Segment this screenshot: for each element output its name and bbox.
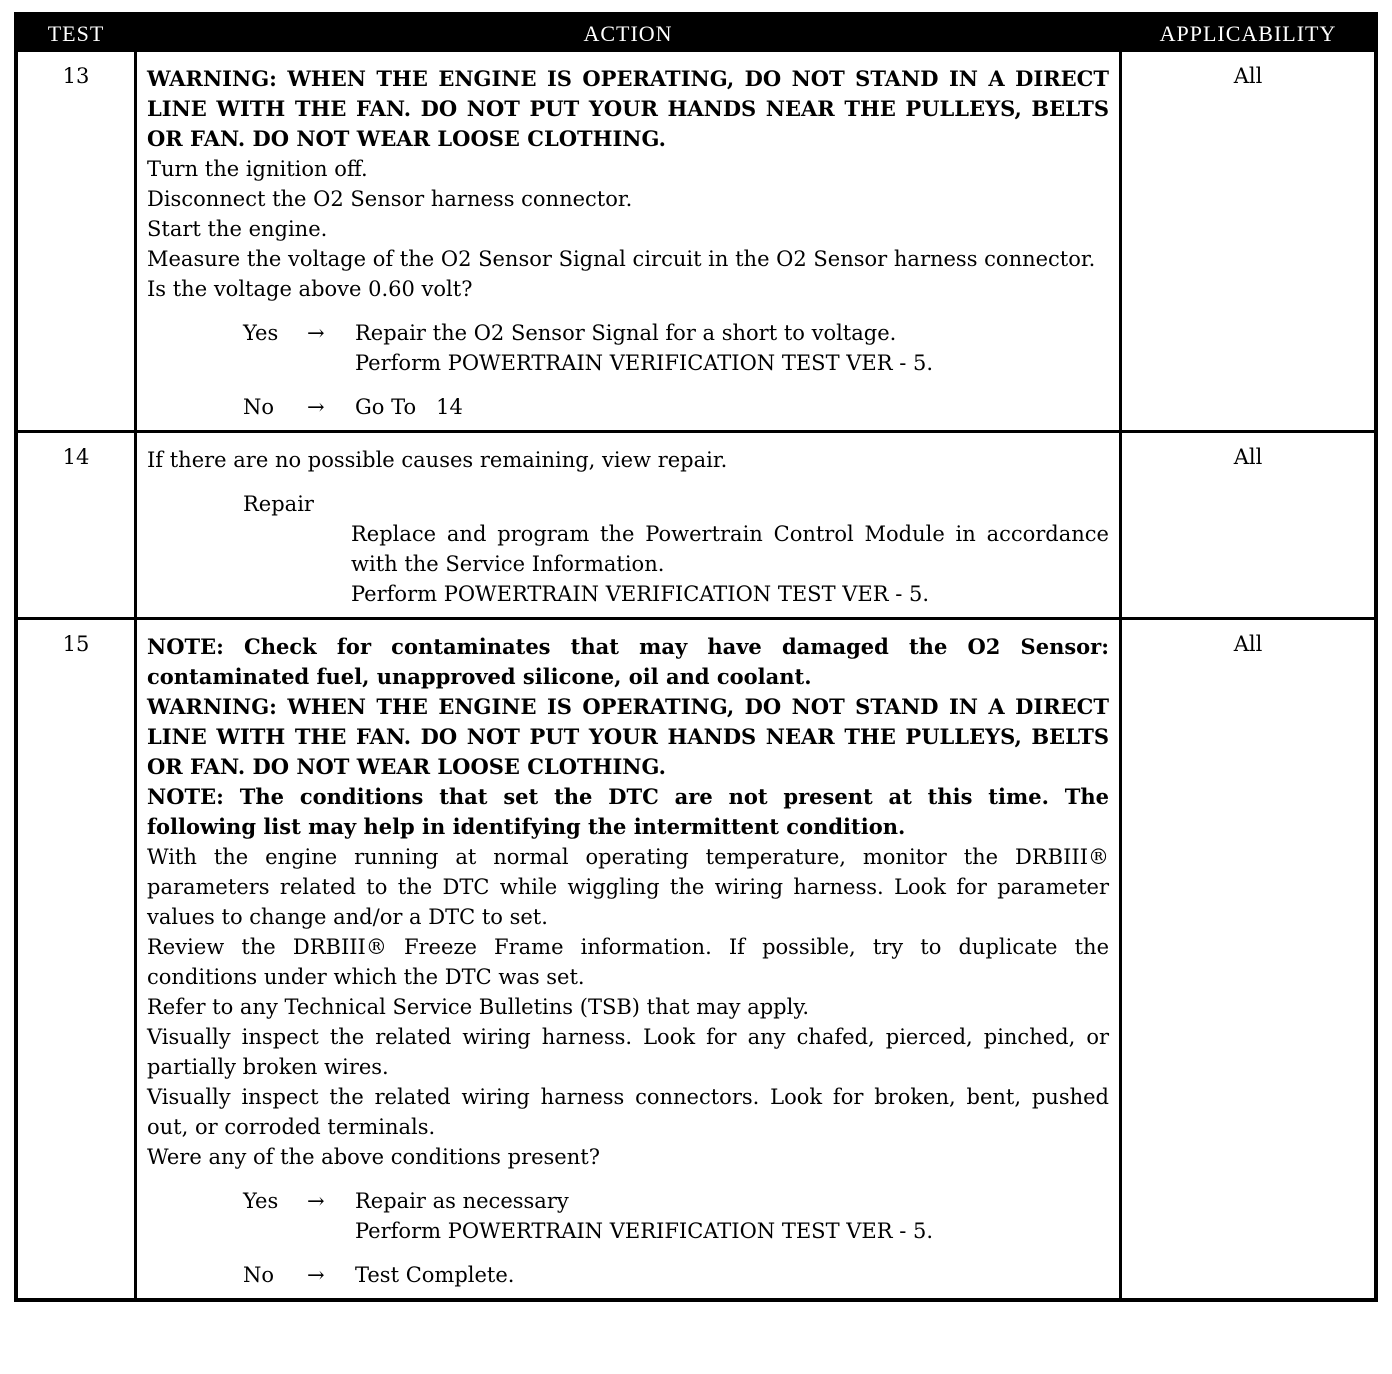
applicability-value: All	[1233, 632, 1263, 656]
step-text: Start the engine.	[147, 217, 328, 241]
yes-label: Yes	[243, 321, 279, 345]
table-header	[18, 16, 1374, 52]
no-answer	[147, 1260, 1109, 1290]
step-text: Measure the voltage of the O2 Sensor Signal circuit in the O2 Sensor harness connector.	[147, 247, 1096, 271]
no-answer	[147, 392, 1109, 422]
no-label: No	[243, 395, 275, 419]
step-text: Visually inspect the related wiring harness connectors. Look for broken, bent, pushed out, or corroded terminals.	[147, 1085, 1109, 1139]
yes-result	[355, 318, 1109, 378]
yes-result-line: Repair the O2 Sensor Signal for a short to voltage.	[355, 321, 897, 345]
table-row	[18, 617, 1374, 1298]
arrow-icon: →	[307, 395, 325, 419]
header-test: TEST	[47, 21, 105, 46]
question-text: Were any of the above conditions present?	[147, 1145, 600, 1169]
repair-line: Perform POWERTRAIN VERIFICATION TEST VER - 5.	[351, 582, 930, 606]
warning-text: WARNING: WHEN THE ENGINE IS OPERATING, DO NOT STAND IN A DIRECT LINE WITH THE FAN. DO NOT PUT YOUR HANDS NEAR THE PULLEYS, BELTS OR FAN. DO NOT WEAR LOOSE CLOTHING.	[147, 694, 1109, 779]
question-text: Is the voltage above 0.60 volt?	[147, 277, 473, 301]
yes-answer	[147, 318, 1109, 378]
table-row	[18, 430, 1374, 617]
applicability-value: All	[1233, 445, 1263, 469]
arrow-icon: →	[307, 321, 325, 345]
applicability-value: All	[1233, 64, 1263, 88]
yes-label: Yes	[243, 1189, 279, 1213]
repair-line: Replace and program the Powertrain Control Module in accordance with the Service Information.	[351, 522, 1109, 576]
arrow-icon: →	[307, 1263, 325, 1287]
yes-result-line: Perform POWERTRAIN VERIFICATION TEST VER - 5.	[355, 351, 934, 375]
step-text: With the engine running at normal operating temperature, monitor the DRBIII® parameters related to the DTC while wiggling the wiring harness. Look for parameter values to change and/or a DTC to set.	[147, 845, 1109, 929]
table-row	[18, 52, 1374, 430]
note-text: NOTE: The conditions that set the DTC are not present at this time. The following list may help in identifying the intermittent condition.	[147, 784, 1109, 839]
header-applicability: APPLICABILITY	[1159, 21, 1337, 46]
yes-answer	[147, 1186, 1109, 1246]
yes-result	[355, 1186, 1109, 1246]
step-text: Visually inspect the related wiring harness. Look for any chafed, pierced, pinched, or partially broken wires.	[147, 1025, 1109, 1079]
warning-text: WARNING: WHEN THE ENGINE IS OPERATING, DO NOT STAND IN A DIRECT LINE WITH THE FAN. DO NOT PUT YOUR HANDS NEAR THE PULLEYS, BELTS OR FAN. DO NOT WEAR LOOSE CLOTHING.	[147, 66, 1109, 151]
header-action: ACTION	[583, 21, 673, 46]
arrow-icon: →	[307, 1189, 325, 1213]
action-cell	[134, 52, 1122, 430]
no-label: No	[243, 1263, 275, 1287]
step-text: Disconnect the O2 Sensor harness connector.	[147, 187, 633, 211]
test-number: 14	[62, 445, 90, 469]
step-text: Review the DRBIII® Freeze Frame information. If possible, try to duplicate the conditions under which the DTC was set.	[147, 935, 1109, 989]
test-number: 13	[62, 64, 90, 88]
yes-result-line: Perform POWERTRAIN VERIFICATION TEST VER - 5.	[355, 1219, 934, 1243]
intro-text: If there are no possible causes remaining, view repair.	[147, 448, 728, 472]
test-number: 15	[62, 632, 90, 656]
repair-label: Repair	[243, 492, 314, 516]
diagnostic-test-table	[14, 12, 1378, 1302]
step-text: Turn the ignition off.	[147, 157, 368, 181]
action-cell	[134, 620, 1122, 1298]
step-text: Refer to any Technical Service Bulletins (TSB) that may apply.	[147, 995, 810, 1019]
repair-body	[351, 519, 1109, 609]
action-cell	[134, 433, 1122, 617]
yes-result-line: Repair as necessary	[355, 1189, 569, 1213]
no-result: Go To 14	[355, 395, 463, 419]
note-text: NOTE: Check for contaminates that may have damaged the O2 Sensor: contaminated fuel, unapproved silicone, oil and coolant.	[147, 634, 1109, 689]
no-result: Test Complete.	[355, 1263, 515, 1287]
